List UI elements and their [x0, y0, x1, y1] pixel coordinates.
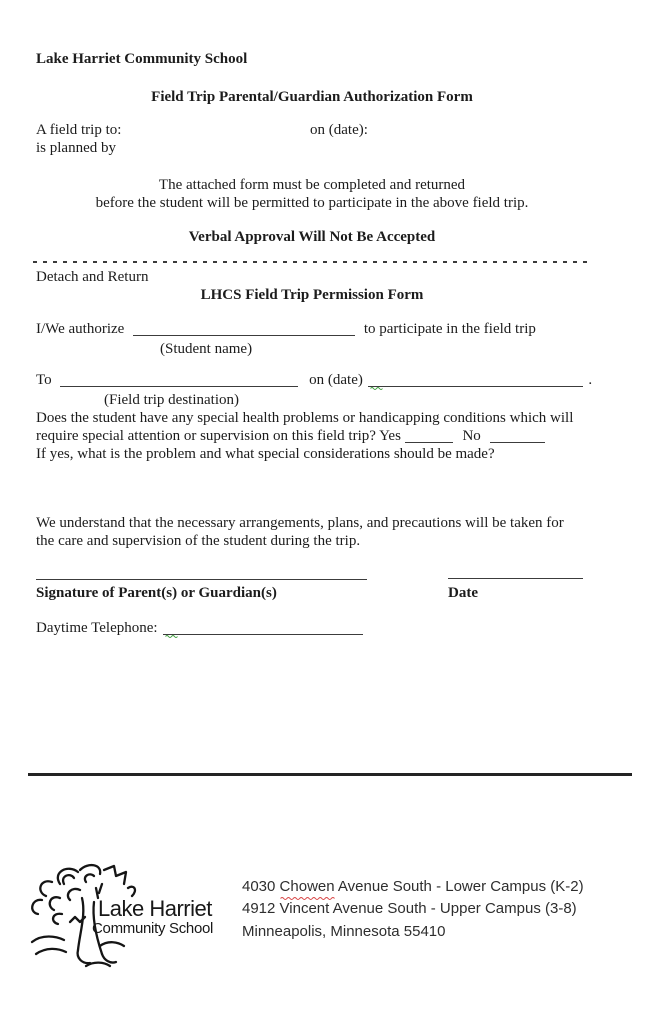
planned-by-label: is planned by: [36, 140, 116, 156]
address-line-1-misspelled-word: [280, 876, 335, 898]
address-line-1: [242, 876, 584, 898]
date-label: Date: [448, 585, 478, 601]
to-label: To: [36, 372, 52, 388]
trip-to-label: A field trip to:: [36, 122, 122, 138]
school-name-heading: Lake Harriet Community School: [36, 51, 248, 67]
no-label: No: [462, 428, 481, 444]
health-question-line-1: Does the student have any special health problems or handicapping conditions which will: [36, 410, 574, 426]
spellcheck-squiggle-red-icon: [280, 896, 335, 900]
signature-blank-row: [36, 564, 596, 582]
telephone-label: Daytime Telephone:: [36, 620, 158, 636]
verbal-warning: Verbal Approval Will Not Be Accepted: [188, 229, 436, 245]
logo-text-line-2: Community School: [92, 920, 214, 937]
telephone-line: [36, 619, 363, 637]
footer-divider: [28, 773, 632, 776]
spellcheck-squiggle-green-icon: [370, 386, 383, 390]
form-title: Field Trip Parental/Guardian Authorization Form: [151, 89, 473, 105]
student-name-blank: [133, 321, 355, 336]
health-question-yes-text: require special attention or supervision on this field trip? Yes: [36, 428, 401, 444]
sentence-period: .: [588, 372, 593, 388]
permission-form-title: LHCS Field Trip Permission Form: [200, 287, 424, 303]
destination-line: [36, 371, 592, 389]
if-yes-question: If yes, what is the problem and what special considerations should be made?: [36, 446, 495, 462]
student-name-caption: (Student name): [160, 341, 253, 357]
destination-blank: [60, 372, 298, 387]
signature-label-row: [36, 584, 596, 602]
address-line-2: 4912 Vincent Avenue South - Upper Campus (3-8): [242, 900, 577, 918]
telephone-blank: [163, 620, 363, 635]
on-date-label: on (date):: [310, 122, 368, 138]
authorize-line: [36, 320, 536, 338]
address-line-1-number: 4030: [242, 878, 280, 895]
notice-line-1: The attached form must be completed and returned: [158, 177, 466, 193]
address-line-1-rest: Avenue South - Lower Campus (K-2): [334, 878, 584, 895]
on-date-label-2: on (date): [309, 372, 363, 388]
trip-line: [36, 121, 588, 139]
spellcheck-squiggle-green-icon: [165, 634, 178, 638]
no-blank: [490, 428, 545, 443]
footer-address-block: [242, 876, 584, 943]
authorize-prefix: I/We authorize: [36, 321, 125, 337]
health-question-line-2: [36, 427, 545, 445]
understanding-line-1: We understand that the necessary arrangements, plans, and precautions will be taken for: [36, 515, 564, 531]
signature-date-blank: [448, 564, 583, 579]
destination-caption: (Field trip destination): [104, 392, 239, 408]
detach-dashed-line: [33, 261, 590, 263]
signature-label: Signature of Parent(s) or Guardian(s): [36, 585, 277, 601]
understanding-line-2: the care and supervision of the student during the trip.: [36, 533, 361, 549]
date-blank: [368, 372, 583, 387]
yes-blank: [405, 428, 453, 443]
signature-blank: [36, 565, 367, 580]
misspelled-word-text: Chowen: [279, 878, 335, 895]
address-line-3: Minneapolis, Minnesota 55410: [242, 922, 446, 940]
logo-text-line-1: Lake Harriet: [98, 896, 212, 921]
authorize-suffix: to participate in the field trip: [363, 321, 536, 337]
detach-label: Detach and Return: [36, 269, 149, 285]
notice-line-2: before the student will be permitted to participate in the above field trip.: [95, 195, 529, 211]
